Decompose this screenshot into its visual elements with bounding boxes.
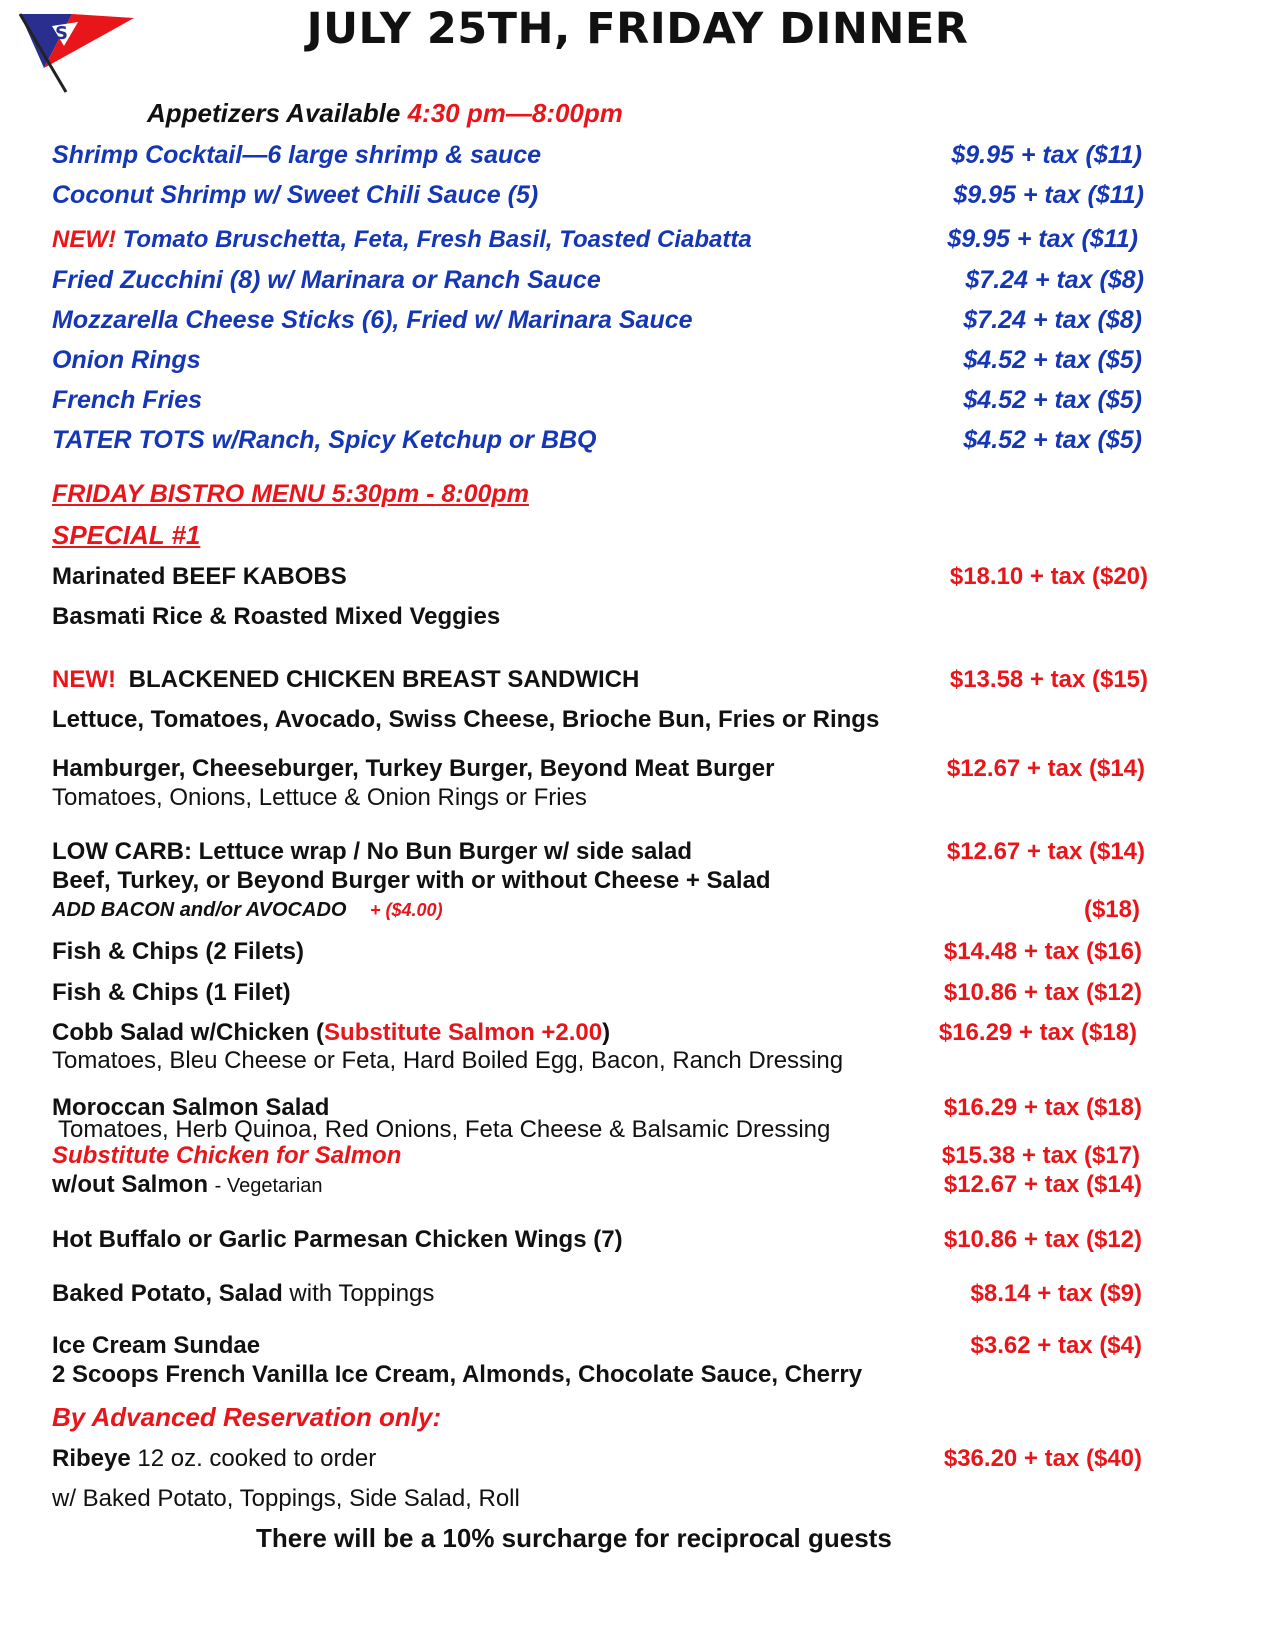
moroccan-sub-label: Substitute Chicken for Salmon [52,1142,402,1169]
moroccan-sub-price: $15.38 + tax ($17) [941,1142,1140,1169]
moroccan-veg-note: - Vegetarian [214,1175,323,1197]
cobb-row [52,1019,610,1047]
sandwich-row [52,666,639,694]
appetizer-name: Shrimp Cocktail—6 large shrimp & sauce [52,141,542,169]
ribeye-desc: 12 oz. cooked to order [137,1445,377,1472]
new-badge: NEW! [52,226,116,253]
sandwich-desc: Lettuce, Tomatoes, Avocado, Swiss Cheese, Brioche Bun, Fries or Rings [52,706,880,733]
cobb-price: $16.29 + tax ($18) [938,1019,1137,1046]
low-carb-addon [52,899,443,922]
addon-total: ($18) [1083,896,1140,923]
moroccan-veg-price: $12.67 + tax ($14) [943,1171,1142,1198]
cobb-desc: Tomatoes, Bleu Cheese or Feta, Hard Boiled Egg, Bacon, Ranch Dressing [52,1047,844,1074]
ribeye-price: $36.20 + tax ($40) [943,1445,1142,1472]
surcharge-note: There will be a 10% surcharge for reciprocal guests [256,1523,892,1553]
appetizers-hours: 4:30 pm—8:00pm [407,98,623,128]
appetizers-heading [147,98,623,129]
moroccan-price: $16.29 + tax ($18) [943,1094,1142,1121]
moroccan-desc: Tomatoes, Herb Quinoa, Red Onions, Feta Cheese & Balsamic Dressing [58,1116,831,1143]
fish-two-name: Fish & Chips (2 Filets) [52,938,305,965]
special-name: Marinated BEEF KABOBS [52,563,347,590]
appetizer-row-bruschetta [52,226,752,254]
new-badge: NEW! [52,666,116,693]
potato-name: Baked Potato, Salad [52,1280,283,1307]
appetizer-name: TATER TOTS w/Ranch, Spicy Ketchup or BBQ [52,426,597,454]
burgers-name: Hamburger, Cheeseburger, Turkey Burger, Beyond Meat Burger [52,755,775,782]
moroccan-veg-row [52,1171,323,1199]
appetizer-name: French Fries [52,386,203,414]
fish-two-price: $14.48 + tax ($16) [943,938,1142,965]
cobb-close: ) [602,1019,611,1046]
fish-one-price: $10.86 + tax ($12) [943,979,1142,1006]
appetizer-price: $9.95 + tax ($11) [947,225,1138,253]
moroccan-veg-label: w/out Salmon [52,1171,208,1198]
appetizer-name: Tomato Bruschetta, Feta, Fresh Basil, Toasted Ciabatta [122,226,752,253]
bistro-heading: FRIDAY BISTRO MENU 5:30pm - 8:00pm [52,480,529,508]
appetizer-name: Onion Rings [52,346,201,374]
ribeye-row [52,1445,376,1473]
appetizer-price: $4.52 + tax ($5) [963,426,1142,454]
addon-label: ADD BACON and/or AVOCADO [52,899,347,921]
sandwich-price: $13.58 + tax ($15) [949,666,1148,693]
burgers-price: $12.67 + tax ($14) [946,755,1145,782]
fish-one-name: Fish & Chips (1 Filet) [52,979,291,1006]
moroccan-name: Moroccan Salmon Salad [52,1094,330,1121]
appetizer-price: $9.95 + tax ($11) [953,181,1144,209]
cobb-substitute: Substitute Salmon +2.00 [324,1019,603,1046]
special-price: $18.10 + tax ($20) [949,563,1148,590]
sandwich-name: BLACKENED CHICKEN BREAST SANDWICH [128,666,640,693]
special-desc: Basmati Rice & Roasted Mixed Veggies [52,603,501,630]
special-heading: SPECIAL #1 [52,520,201,550]
appetizer-name: Fried Zucchini (8) w/ Marinara or Ranch Sauce [52,266,601,294]
low-carb-desc: Beef, Turkey, or Beyond Burger with or without Cheese + Salad [52,867,771,894]
appetizer-price: $4.52 + tax ($5) [963,346,1142,374]
appetizer-name: Coconut Shrimp w/ Sweet Chili Sauce (5) [52,181,539,209]
sundae-name: Ice Cream Sundae [52,1332,261,1359]
low-carb-name: LOW CARB: Lettuce wrap / No Bun Burger w/ side salad [52,838,693,865]
ribeye-name: Ribeye [52,1445,131,1472]
potato-desc: with Toppings [289,1280,435,1307]
addon-price: + ($4.00) [370,900,443,920]
appetizer-price: $7.24 + tax ($8) [963,306,1142,334]
wings-name: Hot Buffalo or Garlic Parmesan Chicken Wings (7) [52,1226,623,1253]
appetizer-price: $7.24 + tax ($8) [965,266,1144,294]
potato-row [52,1280,434,1308]
cobb-name: Cobb Salad w/Chicken ( [52,1019,325,1046]
potato-price: $8.14 + tax ($9) [970,1280,1142,1307]
appetizers-heading-label: Appetizers Available [147,98,401,128]
low-carb-price: $12.67 + tax ($14) [946,838,1145,865]
burgers-desc: Tomatoes, Onions, Lettuce & Onion Rings or Fries [52,784,587,811]
appetizer-name: Mozzarella Cheese Sticks (6), Fried w/ Marinara Sauce [52,306,693,334]
appetizer-price: $4.52 + tax ($5) [963,386,1142,414]
ribeye-sides: w/ Baked Potato, Toppings, Side Salad, Roll [52,1485,520,1512]
wings-price: $10.86 + tax ($12) [943,1226,1142,1253]
appetizer-price: $9.95 + tax ($11) [951,141,1142,169]
reservation-heading: By Advanced Reservation only: [52,1402,442,1432]
sundae-price: $3.62 + tax ($4) [970,1332,1142,1359]
sundae-desc: 2 Scoops French Vanilla Ice Cream, Almonds, Chocolate Sauce, Cherry [52,1361,863,1388]
logo-letter: S [55,23,68,44]
page-title: JULY 25TH, FRIDAY DINNER [306,4,969,54]
